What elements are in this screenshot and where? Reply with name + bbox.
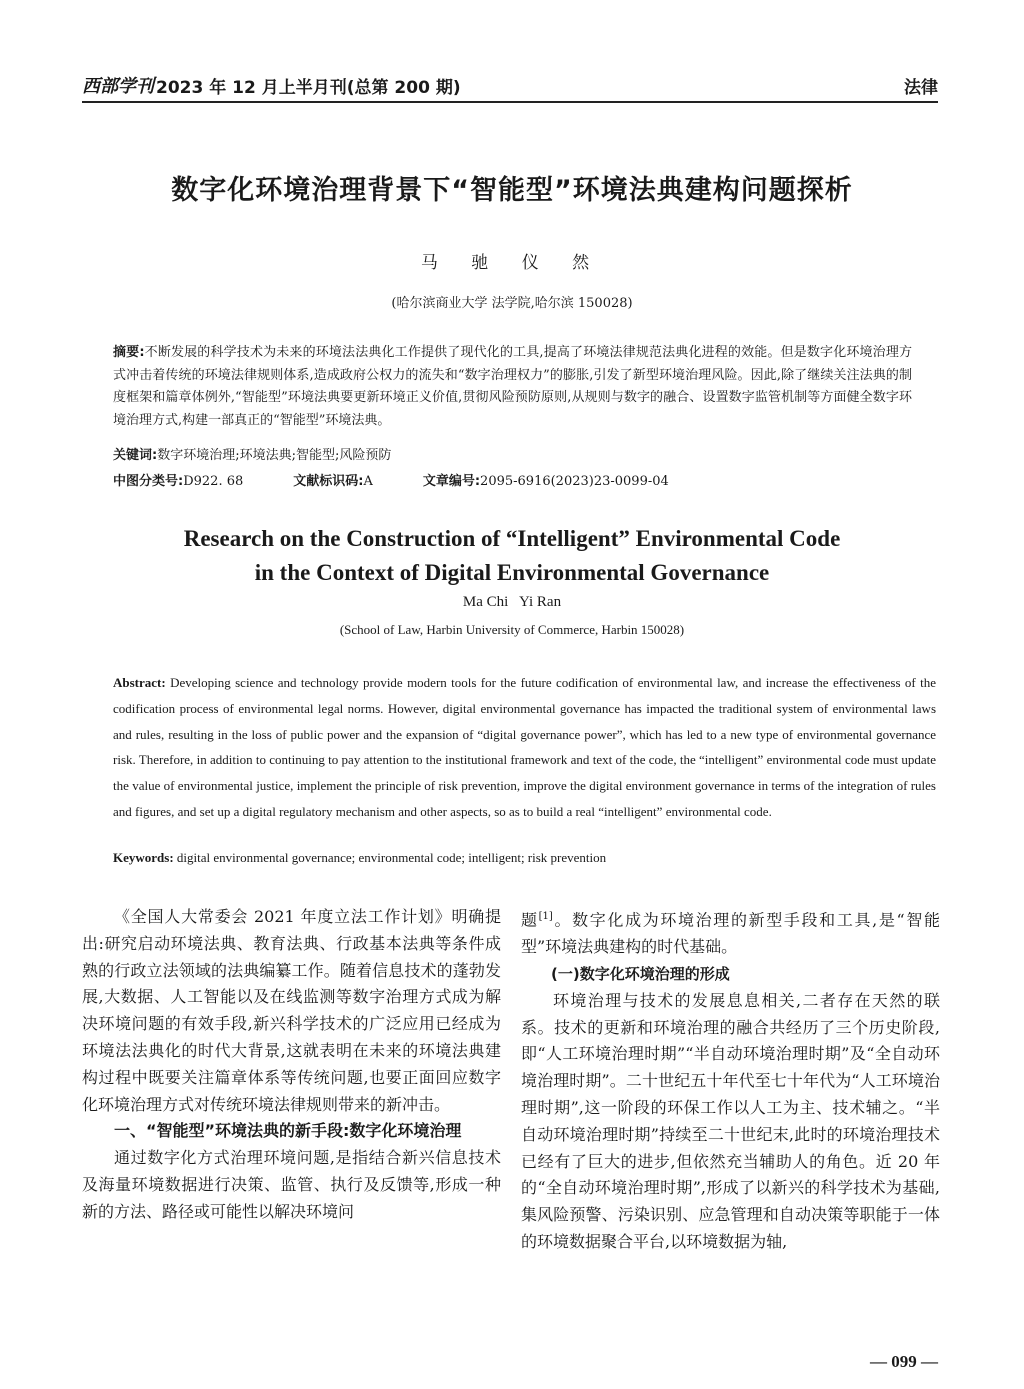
affiliation-en: (School of Law, Harbin University of Commerce, Harbin 150028) [339, 622, 685, 637]
paper-title-cn: 数字化环境治理背景下“智能型”环境法典建构问题探析 [171, 175, 853, 206]
subsection-heading: (一)数字化环境治理的形成 [551, 964, 730, 983]
body-paragraph: 题[1]。数字化成为环境治理的新型手段和工具,是“智能型”环境法典建构的时代基础。 [521, 910, 940, 957]
authors-en: Ma Chi Yi Ran [462, 594, 562, 610]
authors-cn: 马 驰 仪 然 [420, 253, 604, 273]
keywords-cn [113, 444, 391, 463]
title-en-line-2: in the Context of Digital Environmental Governance [254, 560, 770, 585]
keywords-label-en: Keywords: [113, 850, 174, 865]
title-en-line-1: Research on the Construction of “Intelligent” Environmental Code [183, 526, 841, 551]
issue-info: 2023 年 12 月上半月刊(总第 200 期) [156, 77, 461, 98]
journal-logo: 西部学刊 [82, 76, 154, 97]
document-code: 文献标识码:A [293, 474, 373, 489]
abstract-label-en: Abstract: [113, 675, 166, 690]
journal-info [82, 72, 461, 98]
body-column-right [521, 904, 940, 1256]
abstract-en [113, 670, 936, 825]
article-number: 文章编号:2095-6916(2023)23-0099-04 [422, 474, 669, 489]
clc-number: 中图分类号:D922. 68 [113, 474, 244, 489]
body-paragraph: 环境治理与技术的发展息息相关,二者存在天然的联系。技术的更新和环境治理的融合共经历了三个历史阶段,即“人工环境治理时期”“半自动环境治理时期”及“全自动环境治理时期”。二十世纪五十年代至七十年代为“人工环境治理时期”,这一阶段的环保工作以人工为主、技术辅之。“半自动环境治理时期”持续至二十世纪末,此时的环境治理技术已经有了巨大的进步,但依然充当辅助人的角色。近 20 年的“全自动环境治理时期”,形成了以新兴的科学技术为基础,集风险预警、污染识别、应急管理和自动决策等职能于一体的环境数据聚合平台,以环境数据为轴, [521, 990, 940, 1251]
section-label: 法律 [904, 77, 938, 98]
page-number: — 099 — [870, 1352, 938, 1371]
keywords-label-cn: 关键词: [113, 448, 158, 463]
running-header [82, 70, 938, 100]
citation-ref: [1] [538, 911, 553, 922]
abstract-label-cn: 摘要: [113, 345, 145, 360]
section-heading: 一、“智能型”环境法典的新手段:数字化环境治理 [114, 1121, 462, 1141]
keywords-text-cn: 数字环境治理;环境法典;智能型;风险预防 [157, 448, 392, 463]
keywords-en [113, 850, 606, 866]
body-column-left [82, 904, 501, 1226]
keywords-text-en: digital environmental governance; environmental code; intelligent; risk prevention [176, 850, 607, 865]
body-paragraph: 通过数字化方式治理环境问题,是指结合新兴信息技术及海量环境数据进行决策、监管、执行及反馈等,形成一种新的方法、路径或可能性以解决环境问 [82, 1148, 501, 1221]
abstract-text-en: Developing science and technology provide modern tools for the future codification of environmental law, and increase the effectiveness of the codification process of environmental legal norms. However, digital environmental governance has impacted the traditional system of environmental laws and rules, resulting in the loss of public power and the expansion of “digital governance power”, which has led to a new type of environmental governance risk. Therefore, in addition to continuing to pay attention to the institutional framework and text of the code, the “intelligent” environmental code must update the value of environmental justice, implement the principle of risk prevention, improve the digital environment governance in terms of the integration of rules and figures, and set up a digital regulatory mechanism and other aspects, so as to build a real “intelligent” environmental code. [113, 675, 936, 819]
abstract-cn [113, 342, 912, 432]
paper-title-en [0, 522, 1024, 590]
abstract-text-cn: 不断发展的科学技术为未来的环境法法典化工作提供了现代化的工具,提高了环境法律规范法典化进程的效能。但是数字化环境治理方式冲击着传统的环境法律规则体系,造成政府公权力的流失和“数字治理权力”的膨胀,引发了新型环境治理风险。因此,除了继续关注法典的制度框架和篇章体例外,“智能型”环境法典要更新环境正义价值,贯彻风险预防原则,从规则与数字的融合、设置数字监管机制等方面健全数字环境治理方式,构建一部真正的“智能型”环境法典。 [113, 345, 912, 428]
classification-row [113, 470, 719, 489]
body-paragraph: 《全国人大常委会 2021 年度立法工作计划》明确提出:研究启动环境法典、教育法典、行政基本法典等条件成熟的行政立法领域的法典编纂工作。随着信息技术的蓬勃发展,大数据、人工智能以及在线监测等数字治理方式成为解决环境问题的有效手段,新兴科学技术的广泛应用已经成为环境法法典化的时代大背景,这就表明在未来的环境法典建构过程中既要关注篇章体系等传统问题,也要正面回应数字化环境治理方式对传统环境法律规则带来的新冲击。 [82, 907, 501, 1114]
header-rule [82, 101, 938, 103]
affiliation-cn: (哈尔滨商业大学 法学院,哈尔滨 150028) [391, 296, 633, 311]
